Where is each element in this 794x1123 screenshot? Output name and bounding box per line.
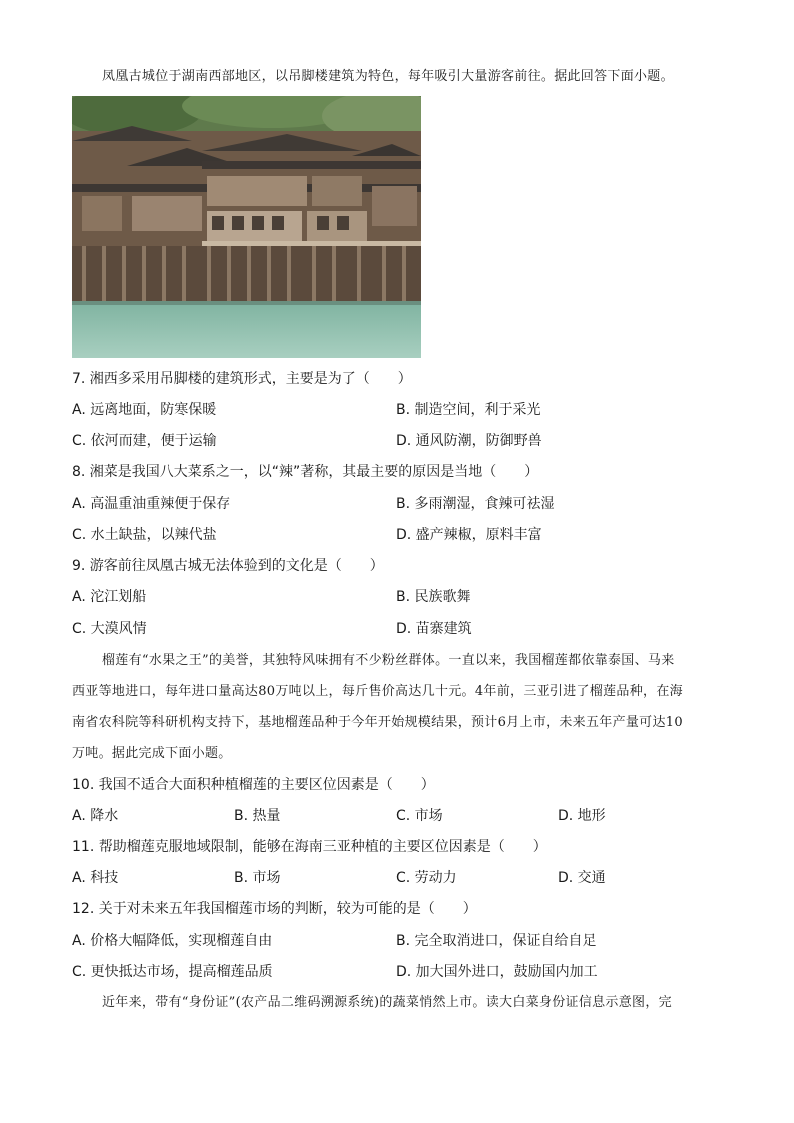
question-9-stem: 9. 游客前往凤凰古城无法体验到的文化是（ ） xyxy=(72,558,384,574)
question-7-stem: 7. 湘西多采用吊脚楼的建筑形式，主要是为了（ ） xyxy=(72,371,412,387)
passage-fenghuang-intro: 凤凰古城位于湖南西部地区，以吊脚楼建筑为特色，每年吸引大量游客前往。据此回答下面小题。 xyxy=(102,69,674,84)
question-11-option-a: A. 科技 xyxy=(72,870,119,886)
passage-durian-line-3: 南省农科院等科研机构支持下，基地榴莲品种于今年开始规模结果，预计6月上市，未来五年产量可达10 xyxy=(72,715,683,730)
question-11-stem: 11. 帮助榴莲克服地域限制，能够在海南三亚种植的主要区位因素是（ ） xyxy=(72,839,547,855)
question-10-option-b: B. 热量 xyxy=(234,808,281,824)
question-8-stem: 8. 湘菜是我国八大菜系之一，以“辣”著称，其最主要的原因是当地（ ） xyxy=(72,464,539,480)
passage-durian-line-1: 榴莲有“水果之王”的美誉，其独特风味拥有不少粉丝群体。一直以来，我国榴莲都依靠泰国、马来 xyxy=(102,653,675,668)
question-9-option-c: C. 大漠风情 xyxy=(72,621,147,637)
question-12-option-b: B. 完全取消进口，保证自给自足 xyxy=(396,933,597,949)
passage-durian-line-2: 西亚等地进口，每年进口量高达80万吨以上，每斤售价高达几十元。4年前，三亚引进了榴莲品种，在海 xyxy=(72,684,683,699)
question-7-option-b: B. 制造空间，利于采光 xyxy=(396,402,541,418)
passage-durian-line-4: 万吨。据此完成下面小题。 xyxy=(72,746,232,761)
question-12-option-c: C. 更快抵达市场，提高榴莲品质 xyxy=(72,964,273,980)
question-9-option-d: D. 苗寨建筑 xyxy=(396,621,472,637)
question-11-option-c: C. 劳动力 xyxy=(396,870,457,886)
question-7-option-d: D. 通风防潮，防御野兽 xyxy=(396,433,542,449)
question-8-option-b: B. 多雨潮湿，食辣可祛湿 xyxy=(396,496,555,512)
question-10-option-a: A. 降水 xyxy=(72,808,119,824)
question-7-option-c: C. 依河而建，便于运输 xyxy=(72,433,217,449)
question-10-option-d: D. 地形 xyxy=(558,808,606,824)
question-12-option-a: A. 价格大幅降低，实现榴莲自由 xyxy=(72,933,273,949)
question-9-option-b: B. 民族歌舞 xyxy=(396,589,471,605)
stilted-buildings-photo xyxy=(72,96,421,358)
question-8-option-d: D. 盛产辣椒，原料丰富 xyxy=(396,527,542,543)
question-8-option-a: A. 高温重油重辣便于保存 xyxy=(72,496,231,512)
question-9-option-a: A. 沱江划船 xyxy=(72,589,147,605)
question-11-option-d: D. 交通 xyxy=(558,870,606,886)
question-11-option-b: B. 市场 xyxy=(234,870,281,886)
question-12-option-d: D. 加大国外进口，鼓励国内加工 xyxy=(396,964,598,980)
passage-cabbage-intro: 近年来，带有“身份证”(农产品二维码溯源系统)的蔬菜悄然上市。读大白菜身份证信息示意图，完 xyxy=(102,995,672,1010)
question-10-stem: 10. 我国不适合大面积种植榴莲的主要区位因素是（ ） xyxy=(72,777,435,793)
question-10-option-c: C. 市场 xyxy=(396,808,443,824)
question-7-option-a: A. 远离地面，防寒保暖 xyxy=(72,402,217,418)
question-8-option-c: C. 水土缺盐，以辣代盐 xyxy=(72,527,217,543)
question-12-stem: 12. 关于对未来五年我国榴莲市场的判断，较为可能的是（ ） xyxy=(72,901,477,917)
